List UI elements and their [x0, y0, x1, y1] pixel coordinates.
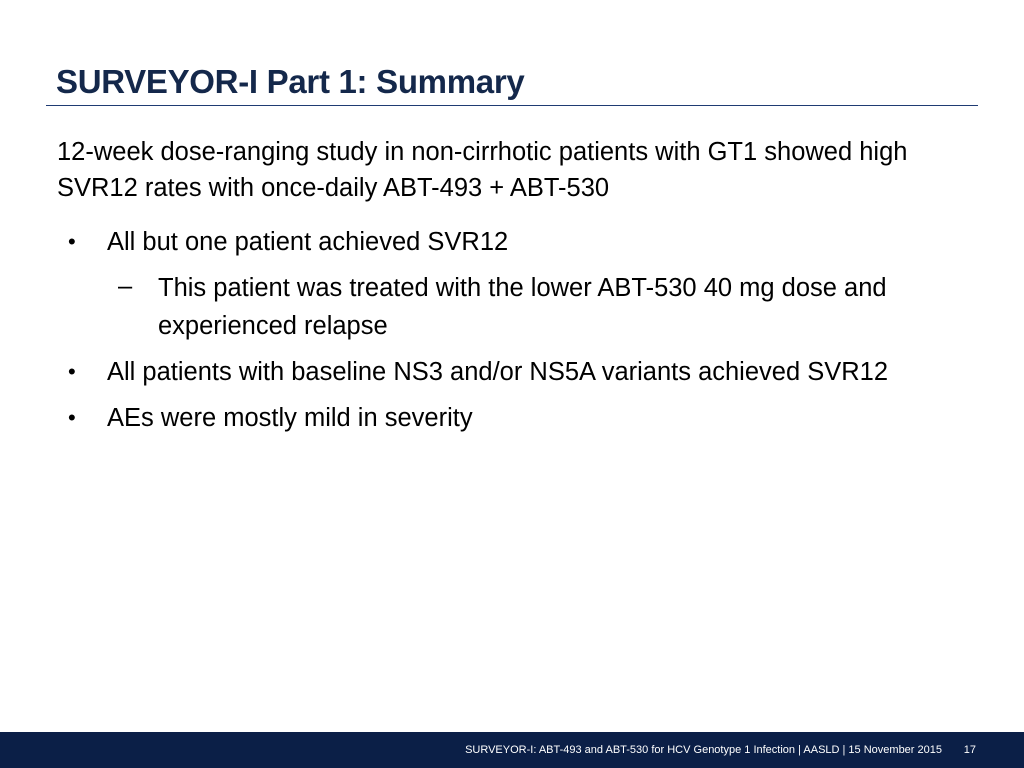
bullet-text: AEs were mostly mild in severity — [107, 404, 473, 432]
bullet-item — [0, 223, 987, 261]
bullet-text: All but one patient achieved SVR12 — [107, 228, 509, 256]
bullet-text: All patients with baseline NS3 and/or NS5A variants achieved SVR12 — [107, 358, 889, 386]
bullet-item — [0, 399, 987, 437]
bullet-list — [0, 223, 1024, 445]
intro-paragraph: 12-week dose-ranging study in non-cirrhotic patients with GT1 showed high SVR12 rates with once-daily ABT-493 + ABT-530 — [57, 138, 908, 202]
bullet-dot-icon: • — [68, 359, 76, 384]
footer-bar — [0, 732, 1024, 768]
slide-title: SURVEYOR-I Part 1: Summary — [56, 63, 525, 100]
bullet-item — [0, 353, 987, 391]
bullet-dot-icon: • — [68, 229, 76, 254]
dash-icon: – — [118, 272, 133, 300]
bullet-dot-icon: • — [68, 405, 76, 430]
sub-bullet-item — [0, 269, 988, 345]
footer-text: SURVEYOR-I: ABT-493 and ABT-530 for HCV Genotype 1 Infection | AASLD | 15 November 2015 — [465, 744, 942, 756]
sub-bullet-text: This patient was treated with the lower ABT-530 40 mg dose and experienced relapse — [158, 274, 887, 340]
title-divider — [46, 105, 978, 106]
page-number: 17 — [963, 744, 976, 756]
